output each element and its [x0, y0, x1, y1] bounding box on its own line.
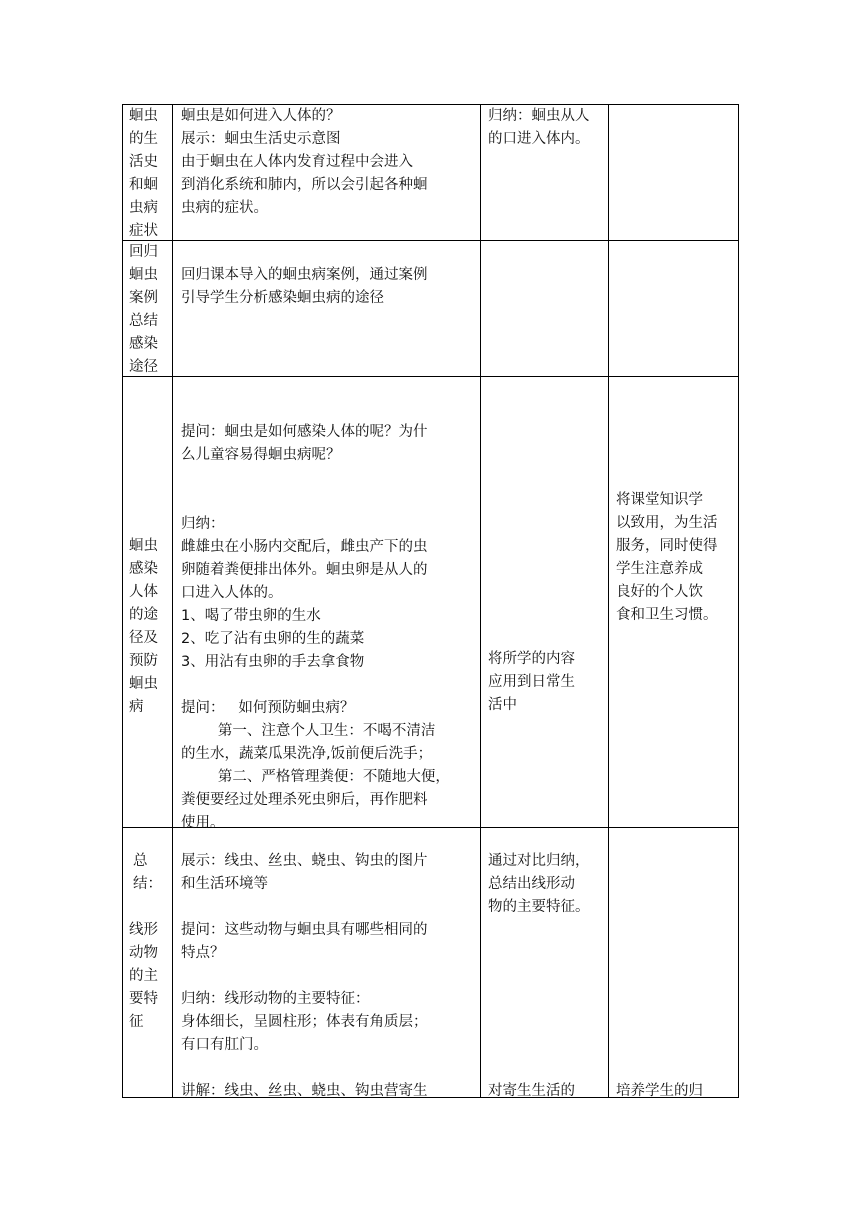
- row1-teacher-line: 展示：蛔虫生活史示意图: [181, 131, 341, 147]
- row3-topic-line: 蛔虫: [129, 676, 158, 692]
- row3-intent-line: 服务，同时使得: [616, 538, 718, 554]
- spacer: [181, 965, 428, 988]
- spacer: [181, 467, 450, 490]
- column-divider-3: [608, 104, 609, 1098]
- row2-topic-line: 途径: [129, 359, 158, 375]
- row1-teacher-line: 到消化系统和肺内，所以会引起各种蛔: [181, 177, 428, 193]
- row4-student-cell-continued: [488, 1080, 575, 1103]
- row3-intent-line: 学生注意养成: [616, 561, 703, 577]
- row4-topic-cell: [129, 850, 162, 1034]
- row3-teacher-line: 第二、严格管理粪便：不随地大便，: [181, 769, 450, 785]
- row1-student-line: 的口进入体内。: [488, 131, 590, 147]
- row3-teacher-line: 雌雄虫在小肠内交配后，雌虫产下的虫: [181, 539, 428, 555]
- row3-topic-line: 蛔虫: [129, 538, 158, 554]
- row3-teacher-line: 2、吃了沾有虫卵的生的蔬菜: [181, 631, 365, 647]
- row3-teacher-cell: [181, 421, 450, 835]
- row3-student-cell: [488, 648, 575, 717]
- row4-topic-line: 线形: [129, 922, 158, 938]
- row4-topic-line: 结：: [133, 876, 162, 892]
- row3-student-line: 活中: [488, 697, 517, 713]
- row3-intent-line: 以致用，为生活: [616, 515, 718, 531]
- row4-teacher-line: 讲解：线虫、丝虫、蛲虫、钩虫营寄生: [181, 1083, 428, 1099]
- row1-student-cell: [488, 105, 590, 151]
- table-border-right: [738, 104, 739, 1098]
- row4-teacher-line: 提问：这些动物与蛔虫具有哪些相同的: [181, 922, 428, 938]
- row1-topic-line: 活史: [129, 154, 158, 170]
- row3-teacher-line: 归纳：: [181, 516, 225, 532]
- row4-student-line: 对寄生生活的: [488, 1083, 575, 1099]
- row4-topic-line: 动物: [129, 945, 158, 961]
- row4-intent-cell: [616, 1080, 703, 1103]
- row2-teacher-cell: [181, 264, 428, 310]
- row3-teacher-line: 3、用沾有虫卵的手去拿食物: [181, 654, 365, 670]
- row3-teacher-line: 么儿童容易得蛔虫病呢？: [181, 447, 341, 463]
- row3-topic-line: 人体: [129, 584, 158, 600]
- row1-topic-line: 虫病: [129, 200, 158, 216]
- row2-teacher-line: 引导学生分析感染蛔虫病的途径: [181, 290, 384, 306]
- spacer: [181, 896, 428, 919]
- row3-topic-line: 病: [129, 699, 144, 715]
- row4-topic-line: 总: [133, 853, 148, 869]
- row1-topic-line: 的生: [129, 131, 158, 147]
- row3-teacher-line: 粪便要经过处理杀死虫卵后，再作肥料: [181, 792, 428, 808]
- row4-intent-line: 培养学生的归: [616, 1083, 703, 1099]
- row3-topic-line: 感染: [129, 561, 158, 577]
- row3-teacher-line: 口进入人体的。: [181, 585, 283, 601]
- table-border-left: [122, 104, 123, 1098]
- row3-teacher-line: 使用。: [181, 815, 225, 831]
- row3-student-line: 应用到日常生: [488, 674, 575, 690]
- row4-teacher-line: 归纳：线形动物的主要特征：: [181, 991, 370, 1007]
- row4-student-line: 物的主要特征。: [488, 899, 590, 915]
- row-divider-2: [122, 376, 739, 377]
- row4-teacher-line: 特点？: [181, 945, 225, 961]
- row2-teacher-line: 回归课本导入的蛔虫病案例，通过案例: [181, 267, 428, 283]
- row2-topic-line: 蛔虫: [129, 267, 158, 283]
- row3-teacher-line: 提问：蛔虫是如何感染人体的呢？为什: [181, 424, 428, 440]
- row1-student-line: 归纳：蛔虫从人: [488, 108, 590, 124]
- column-divider-1: [172, 104, 173, 1098]
- row4-student-line: 通过对比归纳，: [488, 853, 590, 869]
- row2-topic-cell: [129, 241, 158, 379]
- row2-topic-line: 感染: [129, 336, 158, 352]
- row3-teacher-line: 卵随着粪便排出体外。蛔虫卵是从人的: [181, 562, 428, 578]
- row1-topic-cell: [129, 105, 158, 243]
- row2-topic-line: 回归: [129, 244, 158, 260]
- row4-teacher-line: 有口有肛门。: [181, 1037, 268, 1053]
- row3-intent-cell: [616, 489, 718, 627]
- row4-teacher-line: 和生活环境等: [181, 876, 268, 892]
- row1-teacher-line: 虫病的症状。: [181, 200, 268, 216]
- spacer: [181, 1057, 428, 1080]
- row3-student-line: 将所学的内容: [488, 651, 575, 667]
- row2-topic-line: 案例: [129, 290, 158, 306]
- row4-teacher-line: 展示：线虫、丝虫、蛲虫、钩虫的图片: [181, 853, 428, 869]
- row1-teacher-cell: [181, 105, 428, 220]
- row4-topic-line: 要特: [129, 991, 158, 1007]
- spacer: [133, 896, 162, 919]
- row3-teacher-line: 提问： 如何预防蛔虫病？: [181, 700, 355, 716]
- row3-topic-line: 径及: [129, 630, 158, 646]
- row1-topic-line: 蛔虫: [129, 108, 158, 124]
- row3-intent-line: 食和卫生习惯。: [616, 607, 718, 623]
- row1-teacher-line: 由于蛔虫在人体内发育过程中会进入: [181, 154, 413, 170]
- row-divider-1: [122, 240, 739, 241]
- row4-teacher-cell: [181, 850, 428, 1103]
- row3-topic-cell: [129, 535, 158, 719]
- row3-topic-line: 的途: [129, 607, 158, 623]
- row2-topic-line: 总结: [129, 313, 158, 329]
- row3-intent-line: 良好的个人饮: [616, 584, 703, 600]
- row4-student-cell: [488, 850, 590, 919]
- row3-teacher-line: 1、喝了带虫卵的生水: [181, 608, 321, 624]
- spacer: [181, 674, 450, 697]
- row3-teacher-line: 的生水，蔬菜瓜果洗净,饭前便后洗手；: [181, 746, 433, 762]
- row4-student-line: 总结出线形动: [488, 876, 575, 892]
- row3-intent-line: 将课堂知识学: [616, 492, 703, 508]
- row3-topic-line: 预防: [129, 653, 158, 669]
- row4-topic-line: 征: [129, 1014, 144, 1030]
- row4-teacher-line: 身体细长，呈圆柱形；体表有角质层；: [181, 1014, 428, 1030]
- row1-topic-line: 和蛔: [129, 177, 158, 193]
- row4-topic-line: 的主: [129, 968, 158, 984]
- row1-teacher-line: 蛔虫是如何进入人体的？: [181, 108, 341, 124]
- column-divider-2: [480, 104, 481, 1098]
- row1-topic-line: 症状: [129, 223, 158, 239]
- row3-teacher-line: 第一、注意个人卫生：不喝不清洁: [181, 723, 436, 739]
- spacer: [181, 490, 450, 513]
